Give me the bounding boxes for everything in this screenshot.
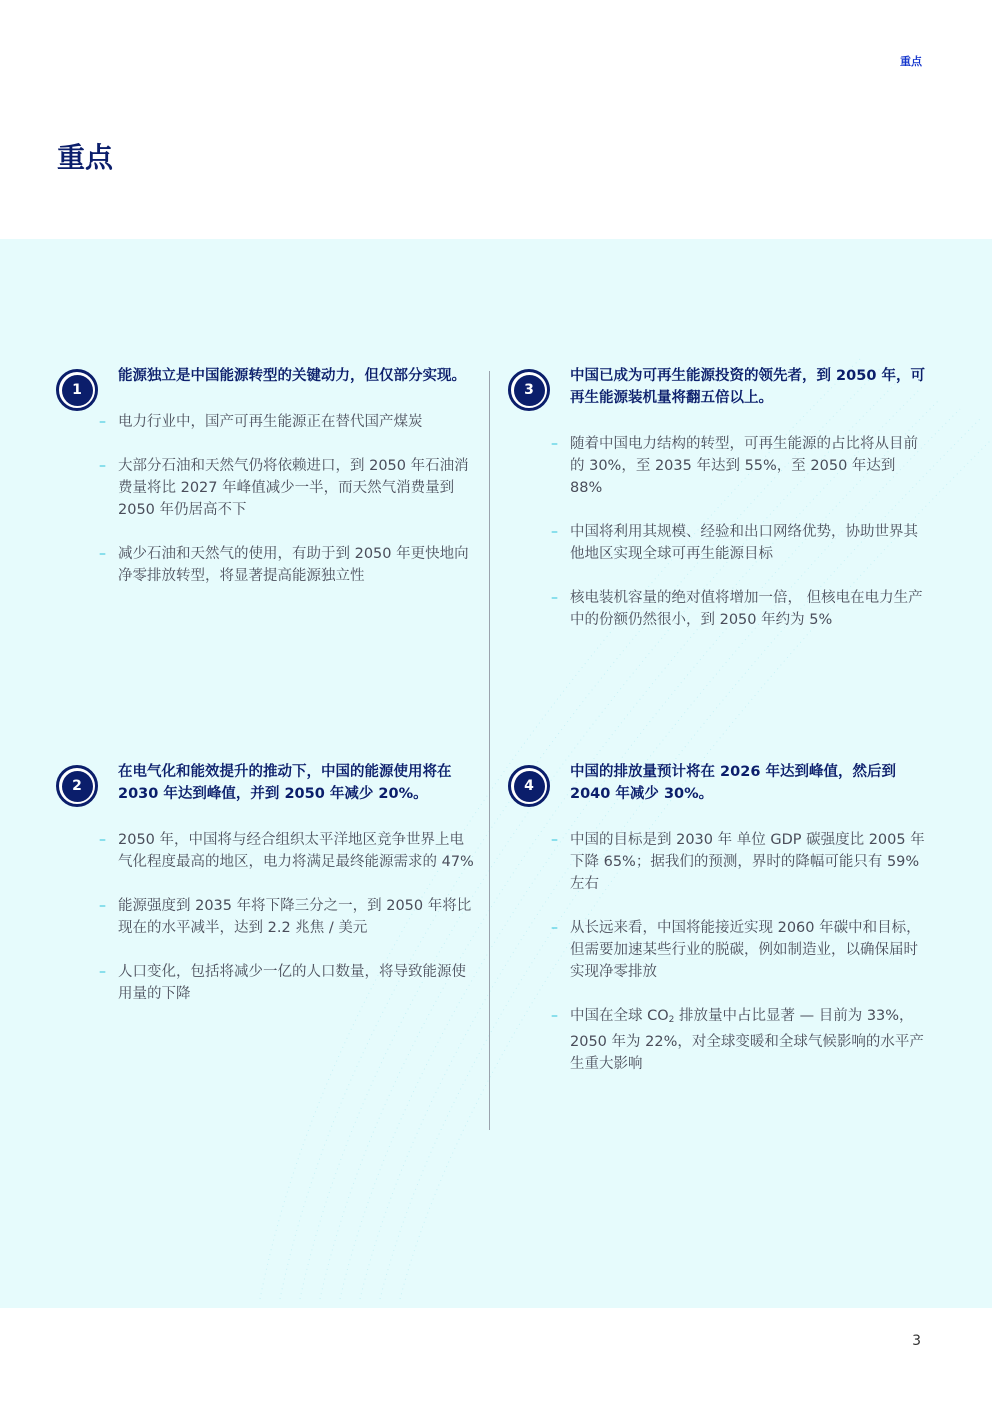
co2-subscript: 2 (668, 1015, 675, 1025)
bullet-text: 核电装机容量的绝对值将增加一倍， 但核电在电力生产中的份额仍然很小，到 2050 年约为 5% (570, 590, 923, 628)
bullet-list (99, 411, 478, 587)
number-badge-1 (56, 369, 98, 411)
page-title: 重点 (57, 141, 114, 174)
dash-icon: – (99, 546, 106, 562)
bullet-text: 中国将利用其规模、经验和出口网络优势，协助世界其他地区实现全球可再生能源目标 (570, 524, 918, 562)
bullet-item (99, 961, 478, 1005)
bullet-item (99, 829, 478, 873)
section-4 (524, 761, 930, 1075)
dash-icon: – (551, 436, 558, 452)
bullet-text: 电力行业中，国产可再生能源正在替代国产煤炭 (118, 414, 423, 430)
dash-icon: – (99, 458, 106, 474)
bullet-list (99, 829, 478, 1005)
co2-suffix: 排放量中占比显著 — 目前为 33%，2050 年为 22%，对全球变暖和全球气候影响的水平产生重大影响 (570, 1008, 924, 1072)
bullet-item (551, 521, 930, 565)
dash-icon: – (551, 920, 558, 936)
bullet-text: 能源强度到 2035 年将下降三分之一，到 2050 年将比现在的水平减半，达到 2.2 兆焦 / 美元 (118, 898, 472, 936)
bullet-item (99, 411, 478, 433)
number-badge-4 (508, 765, 550, 807)
section-1 (72, 365, 478, 587)
dash-icon: – (551, 1008, 558, 1024)
co2-prefix: 中国在全球 CO (570, 1008, 669, 1024)
bullet-text: 人口变化，包括将减少一亿的人口数量，将导致能源使用量的下降 (118, 964, 466, 1002)
bullet-item (551, 917, 930, 983)
number-badge-2 (56, 765, 98, 807)
bullet-text: 大部分石油和天然气仍将依赖进口，到 2050 年石油消费量将比 2027 年峰值减少一半，而天然气消费量到 2050 年仍居高不下 (118, 458, 469, 518)
dash-icon: – (551, 832, 558, 848)
badge-number: 2 (62, 771, 93, 802)
bullet-text: 从长远来看，中国将能接近实现 2060 年碳中和目标，但需要加速某些行业的脱碳，例如制造业，以确保届时实现净零排放 (570, 920, 921, 980)
bullet-text: 中国的目标是到 2030 年 单位 GDP 碳强度比 2005 年下降 65%；据我们的预测，界时的降幅可能只有 59% 左右 (570, 832, 925, 892)
number-badge-3 (508, 369, 550, 411)
bullet-text: 减少石油和天然气的使用，有助于到 2050 年更快地向净零排放转型，将显著提高能源独立性 (118, 546, 469, 584)
bullet-item (551, 1005, 930, 1075)
section-heading: 能源独立是中国能源转型的关键动力，但仅部分实现。 (118, 368, 466, 384)
bullet-item (551, 587, 930, 631)
section-heading: 中国已成为可再生能源投资的领先者，到 2050 年，可再生能源装机量将翻五倍以上。 (570, 368, 925, 406)
dash-icon: – (99, 898, 106, 914)
section-3 (524, 365, 930, 631)
page-number: 3 (912, 1333, 921, 1349)
bullet-list (551, 433, 930, 631)
badge-number: 4 (514, 771, 545, 802)
dash-icon: – (551, 524, 558, 540)
section-heading: 在电气化和能效提升的推动下，中国的能源使用将在 2030 年达到峰值，并到 2050 年减少 20%。 (118, 764, 452, 802)
badge-number: 1 (62, 375, 93, 406)
badge-number: 3 (514, 375, 545, 406)
bullet-item (99, 543, 478, 587)
bullet-item (551, 433, 930, 499)
dash-icon: – (551, 590, 558, 606)
bullet-list (551, 829, 930, 1075)
bullet-item (99, 455, 478, 521)
bullet-text: 随着中国电力结构的转型，可再生能源的占比将从目前的 30%，至 2035 年达到 55%，至 2050 年达到 88% (570, 436, 918, 496)
dash-icon: – (99, 964, 106, 980)
column-divider (489, 371, 490, 1130)
dash-icon: – (99, 832, 106, 848)
bullet-text: 2050 年，中国将与经合组织太平洋地区竞争世界上电气化程度最高的地区，电力将满足最终能源需求的 47% (118, 832, 474, 870)
running-header: 重点 (900, 55, 922, 68)
dash-icon: – (99, 414, 106, 430)
bullet-item (99, 895, 478, 939)
section-2 (72, 761, 478, 1005)
bullet-item (551, 829, 930, 895)
section-heading: 中国的排放量预计将在 2026 年达到峰值，然后到 2040 年减少 30%。 (570, 764, 896, 802)
bullet-text (570, 1008, 924, 1072)
